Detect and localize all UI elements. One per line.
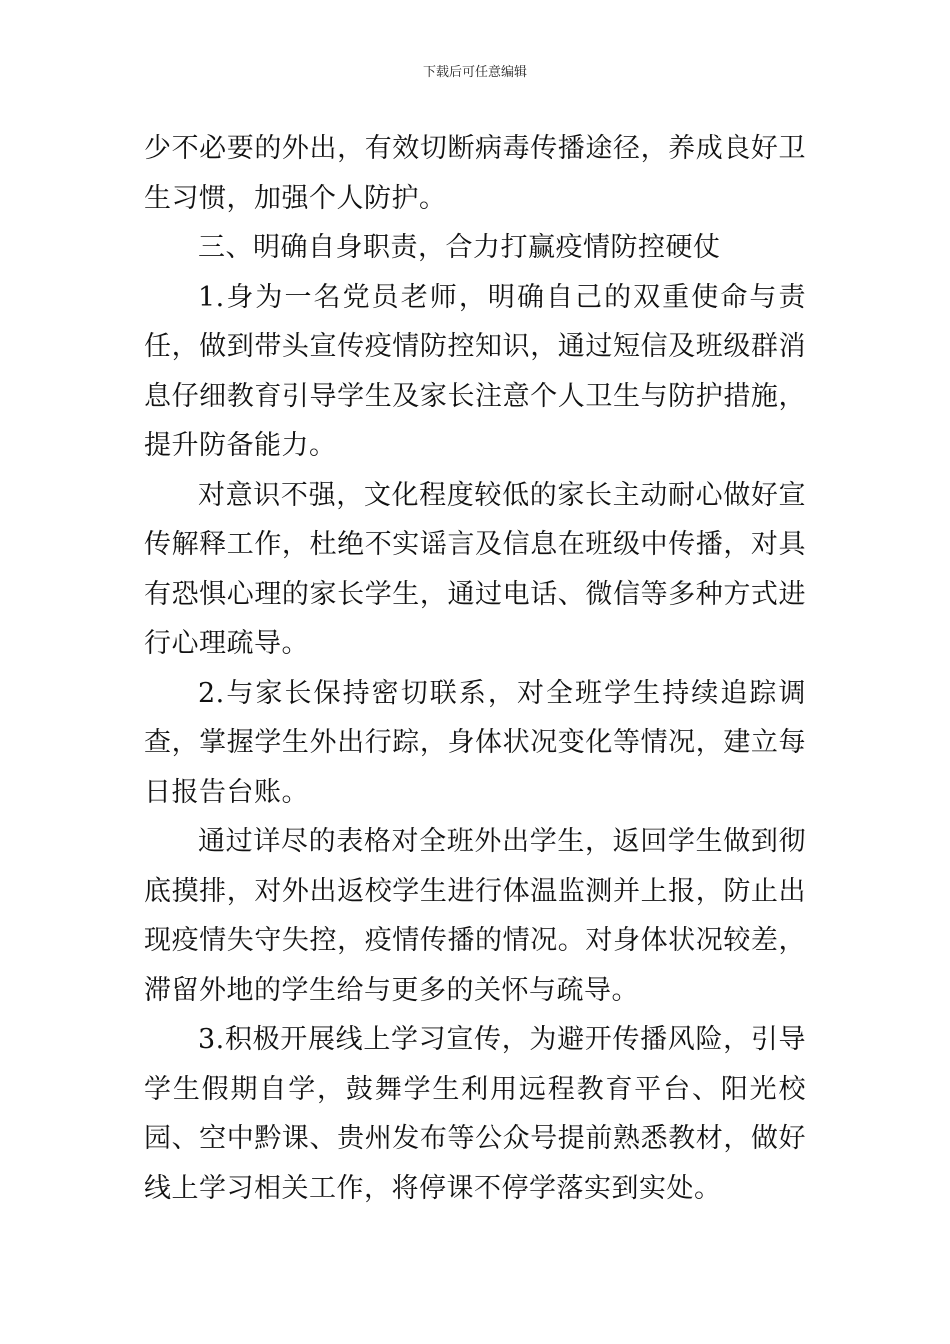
paragraph-5: 通过详尽的表格对全班外出学生，返回学生做到彻底摸排，对外出返校学生进行体温监测并上报，防止出现疫情失守失控，疫情传播的情况。对身体状况较差，滞留外地的学生给与更多的关怀与疏导。 xyxy=(144,826,806,1006)
page-header: 下载后可任意编辑 xyxy=(422,65,527,80)
section-heading: 三、明确自身职责，合力打赢疫情防控硬仗 xyxy=(198,232,721,263)
paragraph-6: 3.积极开展线上学习宣传，为避开传播风险，引导学生假期自学，鼓舞学生利用远程教育平台、阳光校园、空中黔课、贵州发布等公众号提前熟悉教材，做好线上学习相关工作，将停课不停学落实到实处。 xyxy=(144,1024,806,1204)
paragraph-2: 1.身为一名党员老师，明确自己的双重使命与责任，做到带头宣传疫情防控知识，通过短信及班级群消息仔细教育引导学生及家长注意个人卫生与防护措施，提升防备能力。 xyxy=(144,281,806,461)
paragraph-4: 2.与家长保持密切联系，对全班学生持续追踪调查，掌握学生外出行踪，身体状况变化等情况，建立每日报告台账。 xyxy=(144,677,806,808)
document-body xyxy=(144,124,806,1213)
paragraph-1: 少不必要的外出，有效切断病毒传播途径，养成良好卫生习惯，加强个人防护。 xyxy=(144,133,806,214)
paragraph-3: 对意识不强，文化程度较低的家长主动耐心做好宣传解释工作，杜绝不实谣言及信息在班级中传播，对具有恐惧心理的家长学生，通过电话、微信等多种方式进行心理疏导。 xyxy=(144,479,806,659)
